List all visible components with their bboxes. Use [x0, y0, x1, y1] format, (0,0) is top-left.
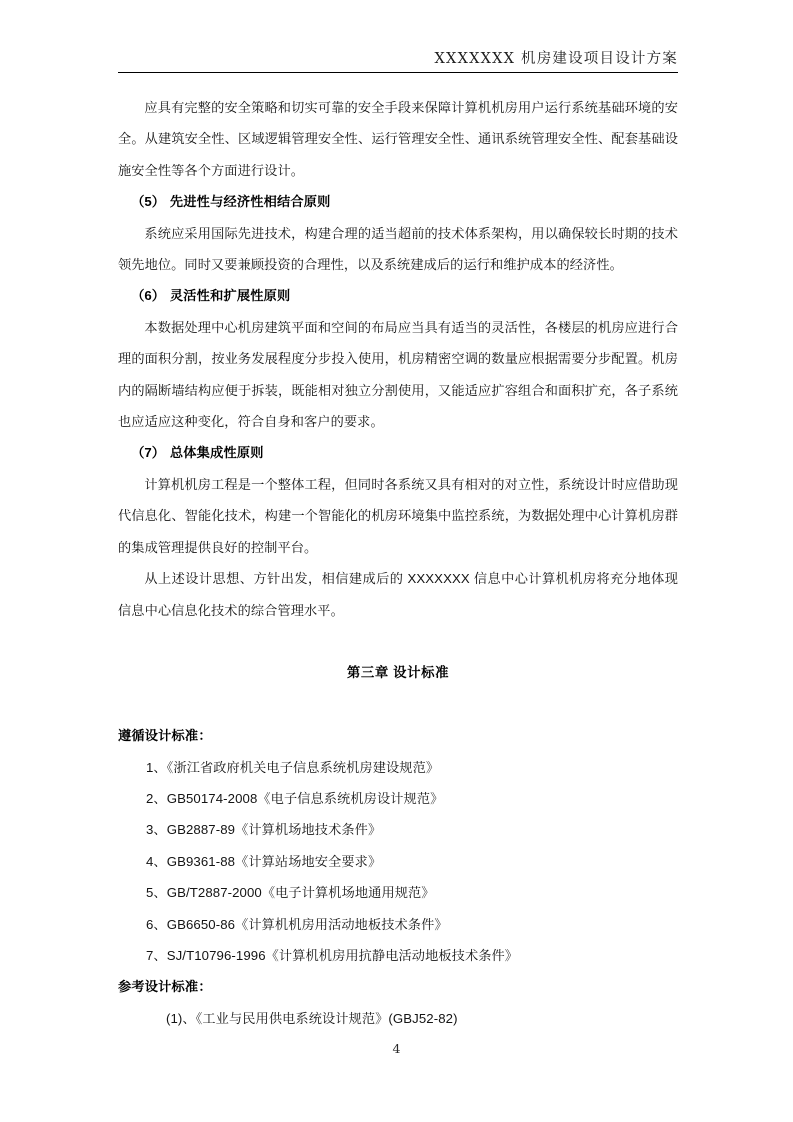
section-paragraph-5: 系统应采用国际先进技术，构建合理的适当超前的技术体系架构，用以确保较长时期的技术领先地位。同时又要兼顾投资的合理性，以及系统建成后的运行和维护成本的经济性。	[118, 225, 678, 273]
list-item: (1)、《工业与民用供电系统设计规范》(GBJ52-82)	[166, 1010, 458, 1026]
section-number-5: （5）	[131, 194, 165, 210]
page-number: 4	[392, 1041, 401, 1056]
reference-standards-label: 参考设计标准：	[118, 979, 212, 995]
chapter-heading: 第三章 设计标准	[346, 665, 450, 681]
followed-standards-list	[118, 752, 678, 972]
vertical-spacer	[118, 689, 678, 720]
list-item: 7、SJ/T10796-1996《计算机机房用抗静电活动地板技术条件》	[146, 947, 519, 963]
intro-paragraph: 应具有完整的安全策略和切实可靠的安全手段来保障计算机机房用户运行系统基础环境的安全。从建筑安全性、区域逻辑管理安全性、运行管理安全性、通讯系统管理安全性、配套基础设施安全性等各个方面进行设计。	[118, 100, 678, 178]
section-paragraph-6: 本数据处理中心机房建筑平面和空间的布局应当具有适当的灵活性，各楼层的机房应进行合理的面积分割，按业务发展程度分步投入使用，机房精密空调的数量应根据需要分步配置。机房内的隔断墙结构应便于拆装，既能相对独立分割使用，又能适应扩容组合和面积扩充，各子系统也应适应这种变化，符合自身和客户的要求。	[118, 319, 678, 430]
list-item: 5、GB/T2887-2000《电子计算机场地通用规范》	[146, 885, 435, 901]
list-item: 2、GB50174-2008《电子信息系统机房设计规范》	[146, 790, 444, 806]
list-item: 1、《浙江省政府机关电子信息系统机房建设规范》	[146, 759, 440, 775]
list-item: 6、GB6650-86《计算机机房用活动地板技术条件》	[146, 916, 448, 932]
section-number-6: （6）	[131, 288, 165, 304]
page-header	[118, 50, 678, 73]
section-number-7: （7）	[131, 445, 165, 461]
closing-paragraph: 从上述设计思想、方针出发，相信建成后的 XXXXXXX 信息中心计算机机房将充分地体现信息中心信息化技术的综合管理水平。	[118, 571, 678, 618]
list-item: 4、GB9361-88《计算站场地安全要求》	[146, 853, 382, 869]
followed-standards-label: 遵循设计标准：	[118, 728, 212, 744]
section-title-7: 总体集成性原则	[169, 445, 264, 461]
section-heading-7	[118, 437, 678, 468]
section-heading-5	[118, 186, 678, 217]
reference-standards-list	[118, 1003, 678, 1034]
section-heading-6	[118, 280, 678, 311]
header-title: XXXXXXX 机房建设项目设计方案	[434, 51, 678, 67]
page-footer	[0, 1040, 793, 1058]
list-item: 3、GB2887-89《计算机场地技术条件》	[146, 822, 382, 838]
document-body	[118, 92, 678, 1034]
section-paragraph-7: 计算机机房工程是一个整体工程，但同时各系统又具有相对的对立性，系统设计时应借助现代信息化、智能化技术，构建一个智能化的机房环境集中监控系统，为数据处理中心计算机房群的集成管理提供良好的控制平台。	[118, 476, 678, 555]
section-title-6: 灵活性和扩展性原则	[169, 288, 291, 304]
vertical-spacer	[118, 626, 678, 657]
section-title-5: 先进性与经济性相结合原则	[169, 194, 331, 210]
